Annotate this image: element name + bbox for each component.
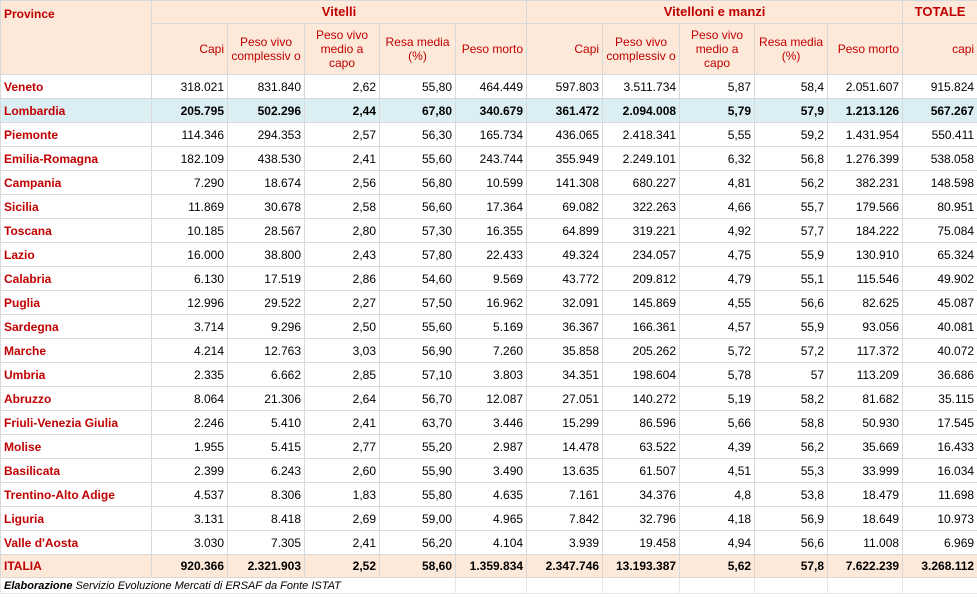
data-cell: 7.260 (456, 339, 527, 363)
province-name: Calabria (1, 267, 152, 291)
data-cell: 55,1 (755, 267, 828, 291)
data-cell: 56,2 (755, 435, 828, 459)
data-cell: 10.185 (152, 219, 228, 243)
data-cell: 56,9 (755, 507, 828, 531)
data-cell: 10.599 (456, 171, 527, 195)
col-header-totale-capi: capi (903, 24, 977, 75)
data-cell: 34.351 (527, 363, 603, 387)
data-cell: 64.899 (527, 219, 603, 243)
province-name: Piemonte (1, 123, 152, 147)
data-cell: 80.951 (903, 195, 977, 219)
data-cell: 5.169 (456, 315, 527, 339)
data-cell: 1.276.399 (828, 147, 903, 171)
data-cell: 57,9 (755, 99, 828, 123)
table-row (1, 171, 977, 195)
data-cell: 436.065 (527, 123, 603, 147)
data-cell: 680.227 (603, 171, 680, 195)
data-cell: 4,39 (680, 435, 755, 459)
data-cell: 4,51 (680, 459, 755, 483)
data-cell: 2,77 (305, 435, 380, 459)
data-cell: 18.674 (228, 171, 305, 195)
data-cell: 145.869 (603, 291, 680, 315)
data-cell: 3.803 (456, 363, 527, 387)
data-cell: 4,94 (680, 531, 755, 555)
data-cell: 318.021 (152, 75, 228, 99)
data-cell: 382.231 (828, 171, 903, 195)
data-cell: 56,6 (755, 531, 828, 555)
table-row (1, 459, 977, 483)
total-row (1, 555, 977, 578)
data-cell: 7.305 (228, 531, 305, 555)
table-row (1, 291, 977, 315)
data-cell: 65.324 (903, 243, 977, 267)
data-cell: 234.057 (603, 243, 680, 267)
data-cell: 69.082 (527, 195, 603, 219)
source-row (1, 578, 977, 594)
data-cell: 56,60 (380, 195, 456, 219)
data-cell: 2,80 (305, 219, 380, 243)
data-cell: 56,70 (380, 387, 456, 411)
data-cell: 2.249.101 (603, 147, 680, 171)
data-cell: 5.410 (228, 411, 305, 435)
data-cell: 32.091 (527, 291, 603, 315)
data-cell: 40.072 (903, 339, 977, 363)
data-cell: 4,92 (680, 219, 755, 243)
data-cell: 19.458 (603, 531, 680, 555)
data-cell: 597.803 (527, 75, 603, 99)
data-cell: 2,56 (305, 171, 380, 195)
data-cell: 9.569 (456, 267, 527, 291)
data-cell: 205.262 (603, 339, 680, 363)
data-cell: 63,70 (380, 411, 456, 435)
table-row (1, 147, 977, 171)
data-cell: 30.678 (228, 195, 305, 219)
total-cell: 920.366 (152, 555, 228, 578)
data-cell: 2,41 (305, 411, 380, 435)
data-cell: 4,81 (680, 171, 755, 195)
table-row (1, 387, 977, 411)
data-cell: 6.243 (228, 459, 305, 483)
data-cell: 55,80 (380, 483, 456, 507)
data-cell: 67,80 (380, 99, 456, 123)
data-cell: 57,50 (380, 291, 456, 315)
data-cell: 86.596 (603, 411, 680, 435)
data-cell: 55,90 (380, 459, 456, 483)
data-cell: 3.131 (152, 507, 228, 531)
data-cell: 915.824 (903, 75, 977, 99)
table-row (1, 75, 977, 99)
data-cell: 2,60 (305, 459, 380, 483)
group-header-vitelloni: Vitelloni e manzi (527, 1, 903, 24)
data-cell: 15.299 (527, 411, 603, 435)
total-cell: 1.359.834 (456, 555, 527, 578)
data-cell: 319.221 (603, 219, 680, 243)
data-cell: 1.213.126 (828, 99, 903, 123)
data-cell: 3.714 (152, 315, 228, 339)
data-cell: 7.842 (527, 507, 603, 531)
data-cell: 4.537 (152, 483, 228, 507)
data-cell: 11.008 (828, 531, 903, 555)
table-row (1, 507, 977, 531)
data-cell: 18.649 (828, 507, 903, 531)
data-cell: 6.969 (903, 531, 977, 555)
data-cell: 75.084 (903, 219, 977, 243)
data-cell: 1.955 (152, 435, 228, 459)
data-cell: 16.000 (152, 243, 228, 267)
data-cell: 55,3 (755, 459, 828, 483)
data-cell: 6,32 (680, 147, 755, 171)
data-cell: 13.635 (527, 459, 603, 483)
col-header-peso-vivo-complessivo: Peso vivo complessiv o (603, 24, 680, 75)
province-name: Trentino-Alto Adige (1, 483, 152, 507)
data-cell: 209.812 (603, 267, 680, 291)
province-name: Liguria (1, 507, 152, 531)
data-cell: 50.930 (828, 411, 903, 435)
data-cell: 43.772 (527, 267, 603, 291)
data-cell: 55,60 (380, 147, 456, 171)
data-cell: 7.161 (527, 483, 603, 507)
data-cell: 438.530 (228, 147, 305, 171)
data-cell: 35.115 (903, 387, 977, 411)
data-cell: 1.431.954 (828, 123, 903, 147)
data-cell: 2,41 (305, 531, 380, 555)
province-name: Umbria (1, 363, 152, 387)
data-cell: 3.511.734 (603, 75, 680, 99)
data-cell: 16.433 (903, 435, 977, 459)
province-name: Basilicata (1, 459, 152, 483)
data-cell: 294.353 (228, 123, 305, 147)
data-cell: 11.869 (152, 195, 228, 219)
group-header-vitelli: Vitelli (152, 1, 527, 24)
data-cell: 130.910 (828, 243, 903, 267)
table-row (1, 363, 977, 387)
province-header: Province (1, 1, 152, 75)
data-cell: 179.566 (828, 195, 903, 219)
data-cell: 81.682 (828, 387, 903, 411)
data-cell: 58,2 (755, 387, 828, 411)
province-name: Sicilia (1, 195, 152, 219)
data-cell: 57,7 (755, 219, 828, 243)
province-name: Lazio (1, 243, 152, 267)
data-cell: 2.987 (456, 435, 527, 459)
table-row (1, 123, 977, 147)
data-cell: 4.635 (456, 483, 527, 507)
data-cell: 113.209 (828, 363, 903, 387)
table-row (1, 195, 977, 219)
data-cell: 4.965 (456, 507, 527, 531)
data-cell: 141.308 (527, 171, 603, 195)
province-name: Veneto (1, 75, 152, 99)
data-cell: 4,8 (680, 483, 755, 507)
table-row (1, 219, 977, 243)
table-row (1, 267, 977, 291)
data-cell: 82.625 (828, 291, 903, 315)
data-cell: 45.087 (903, 291, 977, 315)
data-cell: 115.546 (828, 267, 903, 291)
data-cell: 5,79 (680, 99, 755, 123)
table-row (1, 411, 977, 435)
data-cell: 63.522 (603, 435, 680, 459)
table-row (1, 243, 977, 267)
data-cell: 49.324 (527, 243, 603, 267)
data-cell: 55,80 (380, 75, 456, 99)
data-cell: 56,90 (380, 339, 456, 363)
data-cell: 355.949 (527, 147, 603, 171)
data-cell: 56,2 (755, 171, 828, 195)
data-cell: 40.081 (903, 315, 977, 339)
data-cell: 3,03 (305, 339, 380, 363)
data-cell: 2,43 (305, 243, 380, 267)
data-cell: 4,79 (680, 267, 755, 291)
data-cell: 33.999 (828, 459, 903, 483)
group-header-row (1, 1, 977, 24)
data-cell: 93.056 (828, 315, 903, 339)
data-cell: 567.267 (903, 99, 977, 123)
data-cell: 8.306 (228, 483, 305, 507)
total-cell: 2.321.903 (228, 555, 305, 578)
data-cell: 3.030 (152, 531, 228, 555)
data-cell: 49.902 (903, 267, 977, 291)
data-cell: 140.272 (603, 387, 680, 411)
col-header-capi: Capi (152, 24, 228, 75)
data-cell: 3.490 (456, 459, 527, 483)
data-cell: 34.376 (603, 483, 680, 507)
data-cell: 2.399 (152, 459, 228, 483)
data-cell: 4,18 (680, 507, 755, 531)
data-cell: 2,41 (305, 147, 380, 171)
data-cell: 2.246 (152, 411, 228, 435)
data-cell: 59,00 (380, 507, 456, 531)
data-cell: 11.698 (903, 483, 977, 507)
data-cell: 16.962 (456, 291, 527, 315)
data-cell: 35.858 (527, 339, 603, 363)
data-cell: 22.433 (456, 243, 527, 267)
data-cell: 6.662 (228, 363, 305, 387)
data-cell: 550.411 (903, 123, 977, 147)
data-cell: 5,66 (680, 411, 755, 435)
data-cell: 57,2 (755, 339, 828, 363)
data-cell: 361.472 (527, 99, 603, 123)
data-cell: 56,80 (380, 171, 456, 195)
data-cell: 8.418 (228, 507, 305, 531)
data-cell: 4,57 (680, 315, 755, 339)
data-cell: 6.130 (152, 267, 228, 291)
data-cell: 340.679 (456, 99, 527, 123)
data-cell: 55,9 (755, 315, 828, 339)
table-row (1, 99, 977, 123)
data-cell: 243.744 (456, 147, 527, 171)
data-cell: 5,72 (680, 339, 755, 363)
data-cell: 57 (755, 363, 828, 387)
data-cell: 2,57 (305, 123, 380, 147)
total-cell: 2.347.746 (527, 555, 603, 578)
data-cell: 56,20 (380, 531, 456, 555)
data-cell: 29.522 (228, 291, 305, 315)
data-cell: 59,2 (755, 123, 828, 147)
data-cell: 322.263 (603, 195, 680, 219)
data-cell: 36.686 (903, 363, 977, 387)
data-cell: 55,60 (380, 315, 456, 339)
data-cell: 57,10 (380, 363, 456, 387)
data-cell: 18.479 (828, 483, 903, 507)
data-cell: 148.598 (903, 171, 977, 195)
total-cell: 58,60 (380, 555, 456, 578)
data-cell: 2,86 (305, 267, 380, 291)
data-cell: 10.973 (903, 507, 977, 531)
data-cell: 3.939 (527, 531, 603, 555)
data-cell: 1,83 (305, 483, 380, 507)
data-cell: 12.996 (152, 291, 228, 315)
data-cell: 2,27 (305, 291, 380, 315)
data-cell: 831.840 (228, 75, 305, 99)
data-cell: 165.734 (456, 123, 527, 147)
data-cell: 5,78 (680, 363, 755, 387)
data-cell: 114.346 (152, 123, 228, 147)
province-name: Lombardia (1, 99, 152, 123)
province-name: Marche (1, 339, 152, 363)
data-cell: 56,8 (755, 147, 828, 171)
source-label: Elaborazione (4, 579, 73, 592)
data-cell: 16.034 (903, 459, 977, 483)
group-header-totale: TOTALE (903, 1, 977, 24)
province-name: Sardegna (1, 315, 152, 339)
data-cell: 2.051.607 (828, 75, 903, 99)
data-cell: 56,6 (755, 291, 828, 315)
data-cell: 56,30 (380, 123, 456, 147)
total-cell: 2,52 (305, 555, 380, 578)
col-header-resa-media: Resa media (%) (380, 24, 456, 75)
data-cell: 58,4 (755, 75, 828, 99)
data-cell: 4.214 (152, 339, 228, 363)
data-cell: 2,69 (305, 507, 380, 531)
col-header-resa-media: Resa media (%) (755, 24, 828, 75)
data-cell: 16.355 (456, 219, 527, 243)
data-cell: 57,80 (380, 243, 456, 267)
data-cell: 17.364 (456, 195, 527, 219)
data-cell: 54,60 (380, 267, 456, 291)
data-cell: 9.296 (228, 315, 305, 339)
province-name: Emilia-Romagna (1, 147, 152, 171)
data-cell: 5,87 (680, 75, 755, 99)
total-cell: 57,8 (755, 555, 828, 578)
data-cell: 28.567 (228, 219, 305, 243)
table-row (1, 531, 977, 555)
total-cell: 5,62 (680, 555, 755, 578)
total-cell: 3.268.112 (903, 555, 977, 578)
data-cell: 36.367 (527, 315, 603, 339)
data-cell: 58,8 (755, 411, 828, 435)
data-cell: 4,66 (680, 195, 755, 219)
col-header-peso-morto: Peso morto (456, 24, 527, 75)
province-name: Valle d'Aosta (1, 531, 152, 555)
data-cell: 2,58 (305, 195, 380, 219)
source-note (1, 578, 456, 594)
data-cell: 53,8 (755, 483, 828, 507)
data-cell: 32.796 (603, 507, 680, 531)
total-cell: 7.622.239 (828, 555, 903, 578)
table-row (1, 339, 977, 363)
data-cell: 205.795 (152, 99, 228, 123)
data-cell: 2,50 (305, 315, 380, 339)
province-name: Campania (1, 171, 152, 195)
data-cell: 502.296 (228, 99, 305, 123)
data-cell: 5,55 (680, 123, 755, 147)
data-cell: 2,44 (305, 99, 380, 123)
province-name: Friuli-Venezia Giulia (1, 411, 152, 435)
data-cell: 21.306 (228, 387, 305, 411)
data-cell: 3.446 (456, 411, 527, 435)
data-cell: 2.094.008 (603, 99, 680, 123)
data-cell: 5.415 (228, 435, 305, 459)
data-cell: 182.109 (152, 147, 228, 171)
province-name: Abruzzo (1, 387, 152, 411)
data-cell: 38.800 (228, 243, 305, 267)
col-header-peso-vivo-complessivo: Peso vivo complessiv o (228, 24, 305, 75)
province-name: Puglia (1, 291, 152, 315)
data-cell: 117.372 (828, 339, 903, 363)
province-name: Toscana (1, 219, 152, 243)
data-cell: 7.290 (152, 171, 228, 195)
source-text: Servizio Evoluzione Mercati di ERSAF da Fonte ISTAT (75, 579, 341, 592)
data-cell: 14.478 (527, 435, 603, 459)
data-cell: 184.222 (828, 219, 903, 243)
data-cell: 4.104 (456, 531, 527, 555)
data-cell: 4,75 (680, 243, 755, 267)
data-cell: 464.449 (456, 75, 527, 99)
data-cell: 198.604 (603, 363, 680, 387)
table-row (1, 435, 977, 459)
data-cell: 61.507 (603, 459, 680, 483)
data-cell: 12.087 (456, 387, 527, 411)
data-cell: 166.361 (603, 315, 680, 339)
data-cell: 55,9 (755, 243, 828, 267)
data-cell: 27.051 (527, 387, 603, 411)
total-cell: 13.193.387 (603, 555, 680, 578)
province-name: Molise (1, 435, 152, 459)
data-cell: 55,20 (380, 435, 456, 459)
col-header-capi: Capi (527, 24, 603, 75)
data-cell: 2.418.341 (603, 123, 680, 147)
data-cell: 2.335 (152, 363, 228, 387)
data-cell: 17.519 (228, 267, 305, 291)
data-cell: 55,7 (755, 195, 828, 219)
table-row (1, 315, 977, 339)
data-cell: 57,30 (380, 219, 456, 243)
col-header-peso-vivo-medio: Peso vivo medio a capo (305, 24, 380, 75)
data-cell: 538.058 (903, 147, 977, 171)
data-cell: 4,55 (680, 291, 755, 315)
col-header-peso-vivo-medio: Peso vivo medio a capo (680, 24, 755, 75)
data-cell: 12.763 (228, 339, 305, 363)
data-cell: 2,64 (305, 387, 380, 411)
col-header-peso-morto: Peso morto (828, 24, 903, 75)
total-label: ITALIA (1, 555, 152, 578)
data-cell: 2,85 (305, 363, 380, 387)
data-cell: 35.669 (828, 435, 903, 459)
data-cell: 8.064 (152, 387, 228, 411)
data-cell: 5,19 (680, 387, 755, 411)
data-cell: 17.545 (903, 411, 977, 435)
table-row (1, 483, 977, 507)
data-cell: 2,62 (305, 75, 380, 99)
